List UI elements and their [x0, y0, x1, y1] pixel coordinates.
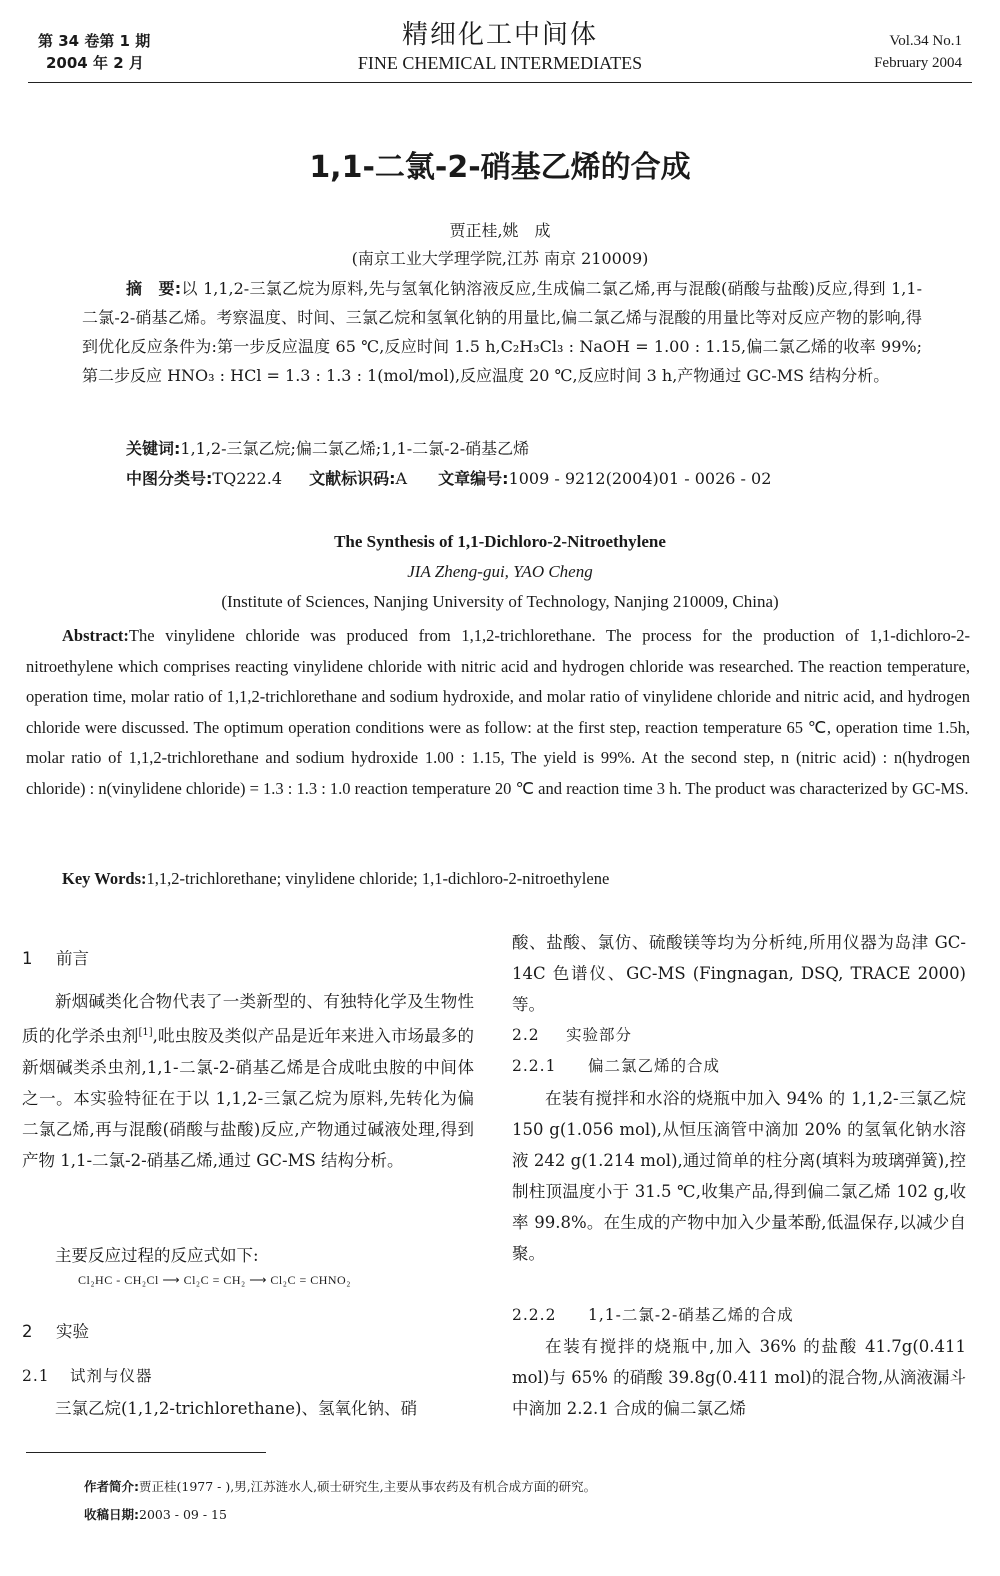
keywords-cn-label: 关键词: — [126, 439, 181, 458]
keywords-en — [62, 869, 962, 889]
abstract-en — [26, 621, 970, 805]
volume-info-en — [874, 30, 962, 74]
vinylidene-synthesis-paragraph: 在装有搅拌和水浴的烧瓶中加入 94% 的 1,1,2-三氯乙烷 150 g(1.056 mol),从恒压滴管中滴加 20% 的氢氧化钠水溶液 242 g(1.214 mol),通过简单的柱分离(填料为玻璃弹簧),控制柱顶温度小于 31.5 ℃,收集产品,得到偏二氯乙烯 102 g,收率 99.8%。在生成的产物中加入少量苯酚,低温保存,以减少自聚。 — [512, 1089, 966, 1263]
article-number-label: 文章编号: — [438, 469, 509, 488]
article-number-value: 1009 - 9212(2004)01 - 0026 - 02 — [508, 469, 772, 488]
section-2-2-2-number: 2.2.2 — [512, 1306, 557, 1324]
reaction-intro: 主要反应过程的反应式如下: — [55, 1246, 259, 1265]
paper-title: 1,1-二氯-2-硝基乙烯的合成 — [309, 150, 691, 185]
nitroethylene-synthesis-paragraph: 在装有搅拌的烧瓶中,加入 36% 的盐酸 41.7g(0.411 mol)与 65% 的硝酸 39.8g(0.411 mol)的混合物,从滴液漏斗中滴加 2.2.1 合成的偏二氯乙烯 — [512, 1337, 966, 1418]
header-rule — [28, 82, 972, 83]
intro-text-a: 新烟碱类化合物代表了一类新型的、有独特化学及生物性质的化学杀虫剂 — [22, 992, 474, 1046]
author-bio — [84, 1477, 596, 1495]
section-2-2-heading — [512, 1023, 632, 1045]
authors-cn: 贾正桂,姚 成 — [449, 221, 551, 240]
section-1-number: 1 — [22, 949, 33, 968]
keywords-en-text: 1,1,2-trichlorethane; vinylidene chloride; 1,1-dichloro-2-nitroethylene — [146, 869, 610, 888]
section-2-number: 2 — [22, 1322, 33, 1341]
abstract-en-label: Abstract: — [62, 626, 129, 645]
received-date-text: 2003 - 09 - 15 — [139, 1507, 227, 1522]
abstract-en-text: The vinylidene chloride was produced from 1,1,2-trichlorethane. The process for the production of 1,1-dichloro-2-nitroethylene which comprises reacting vinylidene chloride with nitric acid and hydrogen chloride was researched. The reaction temperature, operation time, molar ratio of 1,1,2-trichlorethane and sodium hydroxide, and molar ratio of vinylidene chloride and nitric acid, and hydrogen chloride were discussed. The optimum operation conditions were as follow: at the first step, reaction temperature 65 ℃, operation time 1.5h, molar ratio of 1,1,2-trichlorethane and sodium hydroxide 1.00 : 1.15, The yield is 99%. At the second step, n (nitric acid) : n(hydrogen chloride) : n(vinylidene chloride) = 1.3 : 1.3 : 1.0 reaction temperature 20 ℃ and reaction time 3 h. The product was characterized by GC-MS. — [26, 626, 970, 798]
reagents-text-left: 三氯乙烷(1,1,2-trichlorethane)、氢氧化钠、硝 — [55, 1399, 417, 1418]
intro-paragraph — [22, 986, 474, 1176]
section-2-2-1-heading — [512, 1054, 720, 1076]
doc-code-label: 文献标识码: — [309, 469, 396, 488]
section-2-heading — [22, 1318, 89, 1342]
section-2-title: 实验 — [56, 1322, 89, 1341]
issue-date: 2004 年 2 月 — [46, 54, 144, 72]
affiliation-cn: (南京工业大学理学院,江苏 南京 210009) — [351, 249, 649, 268]
classification-line — [126, 466, 926, 492]
author-bio-label: 作者简介: — [84, 1479, 139, 1494]
citation-ref: [1] — [138, 1027, 153, 1038]
keywords-en-label: Key Words: — [62, 869, 147, 888]
section-2-2-title: 实验部分 — [566, 1026, 633, 1044]
journal-name — [300, 18, 700, 74]
reaction-equation: Cl₂HC - CH₂Cl ⟶ Cl₂C = CH₂ ⟶ Cl₂C = CHNO₂ — [78, 1273, 351, 1287]
abstract-cn-text: 以 1,1,2-三氯乙烷为原料,先与氢氧化钠溶液反应,生成偏二氯乙烯,再与混酸(硝酸与盐酸)反应,得到 1,1-二氯-2-硝基乙烯。考察温度、时间、三氯乙烷和氢氧化钠的用量比,偏二氯乙烯与混酸的用量比等对反应产物的影响,得到优化反应条件为:第一步反应温度 65 ℃,反应时间 1.5 h,C₂H₃Cl₃ : NaOH = 1.00 : 1.15,偏二氯乙烯的收率 99%;第二步反应 HNO₃ : HCl = 1.3 : 1.3 : 1(mol/mol),反应温度 20 ℃,反应时间 3 h,产物通过 GC-MS 结构分析。 — [82, 279, 922, 385]
issue-info — [38, 30, 150, 74]
clc-label: 中图分类号: — [126, 469, 213, 488]
reagents-text-right: 酸、盐酸、氯仿、硫酸镁等均为分析纯,所用仪器为岛津 GC-14C 色谱仪、GC-MS (Fingnagan, DSQ, TRACE 2000)等。 — [512, 933, 966, 1014]
volume-en: Vol.34 No.1 — [889, 33, 962, 49]
journal-name-cn: 精细化工中间体 — [401, 20, 598, 50]
abstract-cn — [82, 274, 922, 390]
journal-name-en: FINE CHEMICAL INTERMEDIATES — [357, 53, 643, 73]
section-1-heading — [22, 945, 89, 969]
section-1-title: 前言 — [56, 949, 89, 968]
received-date — [84, 1505, 227, 1523]
section-2-2-2-title: 1,1-二氯-2-硝基乙烯的合成 — [588, 1306, 794, 1324]
section-2-2-number: 2.2 — [512, 1026, 540, 1044]
issue-volume: 第 34 卷第 1 期 — [38, 32, 151, 50]
keywords-cn — [126, 436, 926, 462]
clc-value: TQ222.4 — [212, 469, 282, 488]
intro-text-b: ,吡虫胺及类似产品是近年来进入市场最多的新烟碱类杀虫剂,1,1-二氯-2-硝基乙烯是合成吡虫胺的中间体之一。本实验特征在于以 1,1,2-三氯乙烷为原料,先转化为偏二氯乙烯,再与混酸(硝酸与盐酸)反应,产物通过碱液处理,得到产物 1,1-二氯-2-硝基乙烯,通过 GC-MS 结构分析。 — [22, 1026, 475, 1170]
section-2-2-2-heading — [512, 1303, 794, 1325]
section-2-2-1-number: 2.2.1 — [512, 1057, 557, 1075]
date-en: February 2004 — [874, 55, 962, 71]
section-2-2-1-title: 偏二氯乙烯的合成 — [588, 1057, 721, 1075]
authors-en: JIA Zheng-gui, YAO Cheng — [407, 562, 593, 581]
received-date-label: 收稿日期: — [84, 1507, 139, 1522]
section-2-1-number: 2.1 — [22, 1367, 50, 1385]
section-2-1-title: 试剂与仪器 — [70, 1367, 153, 1385]
paper-title-en: The Synthesis of 1,1-Dichloro-2-Nitroethylene — [334, 532, 666, 551]
doc-code-value: A — [395, 469, 408, 488]
keywords-cn-text: 1,1,2-三氯乙烷;偏二氯乙烯;1,1-二氯-2-硝基乙烯 — [180, 439, 530, 458]
affiliation-en: (Institute of Sciences, Nanjing University of Technology, Nanjing 210009, China) — [221, 592, 779, 611]
section-2-1-heading — [22, 1364, 153, 1386]
abstract-cn-label: 摘 要: — [126, 279, 182, 298]
footnote-rule — [26, 1452, 266, 1453]
author-bio-text: 贾正桂(1977 - ),男,江苏涟水人,硕士研究生,主要从事农药及有机合成方面的研究。 — [139, 1479, 597, 1494]
